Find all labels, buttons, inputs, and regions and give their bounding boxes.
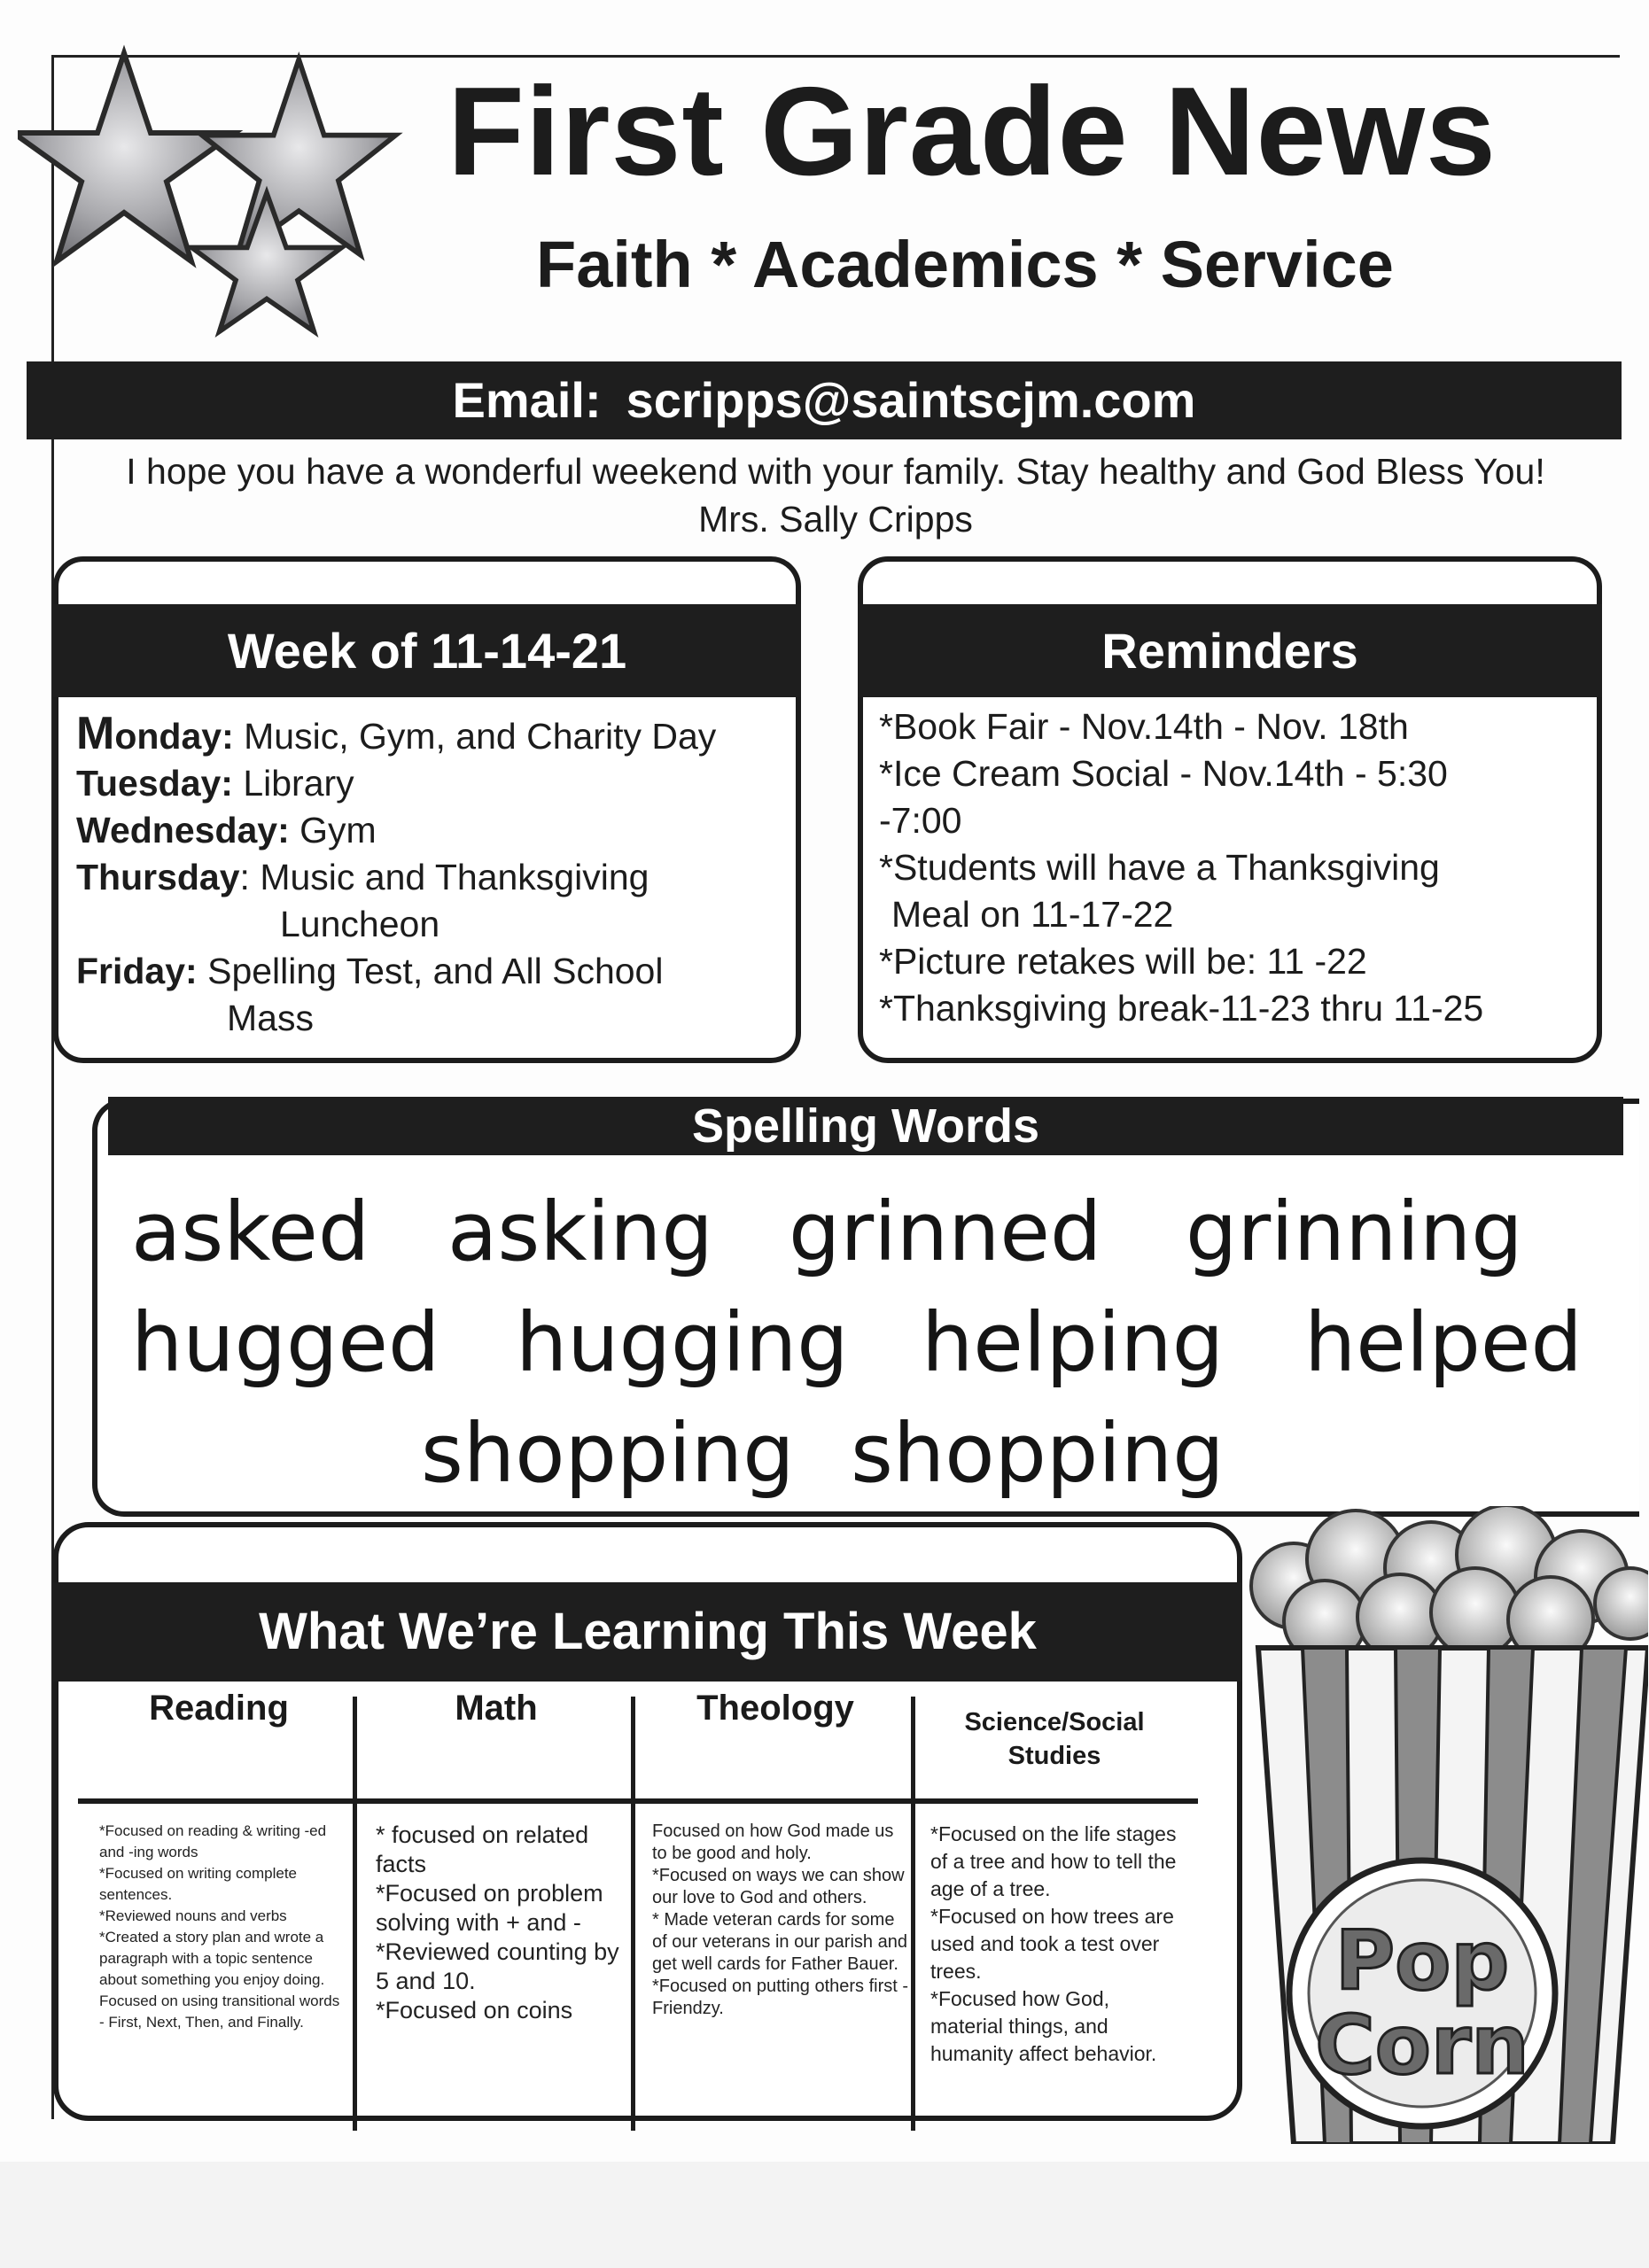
day-initial: M [76,708,115,759]
column-header-line: Science/Social [964,1708,1145,1736]
column-header-reading: Reading [149,1689,289,1728]
day-activities: Library [232,763,354,804]
note-line: *Focused on the life stages of a tree and how to tell the age of a tree. [930,1822,1177,1900]
note-line: * Made veteran cards for some of our veterans in our parish and get well cards for Father Bauer. [652,1910,907,1974]
column-header-theology: Theology [696,1689,854,1728]
reminder-line: *Thanksgiving break-11-23 thru 11-25 [879,988,1484,1029]
spelling-word: asking [447,1184,713,1279]
day-activities: Music, Gym, and Charity Day [233,716,717,757]
email-address: scripps@saintscjm.com [626,372,1196,428]
reminder-line: *Book Fair - Nov.14th - Nov. 18th [879,706,1409,747]
note-line: *Reviewed nouns and verbs [99,1907,287,1924]
spelling-heading: Spelling Words [108,1097,1623,1155]
popcorn-label-bottom: Corn [1315,1998,1529,2093]
day-activities: Gym [289,810,377,850]
reading-notes [99,1821,347,2033]
day-activities: : Music and Thanksgiving [239,857,649,897]
day-activities-continued: Mass [227,998,314,1038]
week-day-row [76,708,717,760]
week-day-row [76,854,716,901]
note-line: *Focused on coins [376,1997,573,2023]
spelling-word: asked [131,1184,370,1279]
note-line: *Focused on ways we can show our love to God and others. [652,1866,905,1907]
note-line: *Focused on writing complete sentences. [99,1865,298,1903]
spelling-word: hugged [131,1295,440,1390]
learning-heading: What We’re Learning This Week [53,1582,1242,1682]
popcorn-icon [1241,1506,1648,2144]
reminders-list [879,703,1483,1032]
day-activities-continued: Luncheon [280,904,440,944]
day-name: onday: [114,716,234,757]
spelling-word: helping [922,1295,1225,1390]
greeting [51,447,1620,543]
spelling-word: shopping [421,1406,795,1501]
reminder-line: Meal on 11-17-22 [891,894,1174,935]
week-schedule-list [76,708,717,1042]
page-subtitle: Faith * Academics * Service [536,228,1394,301]
spelling-word: helped [1304,1295,1583,1390]
theology-notes [652,1821,909,2020]
reminder-line: *Picture retakes will be: 11 -22 [879,941,1367,982]
math-notes [376,1821,633,2025]
note-line: *Focused on reading & writing -ed and -ing words [99,1822,327,1860]
reminder-line: *Ice Cream Social - Nov.14th - 5:30 [879,753,1448,794]
week-day-row [76,760,716,807]
email-bar [27,361,1622,439]
day-name: Friday: [76,951,198,991]
week-schedule-box [53,556,801,1063]
column-header-math: Math [455,1689,538,1728]
note-line: *Reviewed counting by 5 and 10. [376,1938,619,1994]
greeting-signature: Mrs. Sally Cripps [698,499,973,540]
page-title: First Grade News [447,61,1497,202]
day-name: Thursday [76,857,240,897]
day-name: Wednesday: [76,810,290,850]
scan-margin [0,2162,1649,2268]
email-label: Email: [452,372,602,428]
column-divider [911,1697,915,2131]
day-name: Tuesday: [76,763,233,804]
reminder-line: *Students will have a Thanksgiving [879,847,1440,888]
greeting-message: I hope you have a wonderful weekend with your family. Stay healthy and God Bless You! [126,451,1545,492]
note-line: Focused on how God made us to be good and holy. [652,1821,894,1863]
note-line: *Focused on problem solving with + and - [376,1880,603,1936]
spelling-word: hugging [516,1295,849,1390]
column-header-line: Studies [1007,1742,1101,1770]
reminders-heading: Reminders [858,604,1602,697]
spelling-word: grinning [1186,1184,1523,1279]
note-line: *Focused how God, material things, and humanity affect behavior. [930,1987,1157,2065]
note-line: *Created a story plan and wrote a paragraph with a topic sentence about something you enjoy doing. [99,1929,325,1988]
reminder-line: -7:00 [879,800,962,841]
spelling-word: grinned [789,1184,1102,1279]
reminders-box [858,556,1602,1063]
week-day-row [76,948,716,995]
note-line: *Focused on putting others first - Friendzy. [652,1977,909,2018]
popcorn-label-top: Pop [1334,1914,1510,2008]
note-line: *Focused on how trees are used and took a test over trees. [930,1905,1174,1983]
week-day-row [76,807,716,854]
star-icon [202,59,396,254]
day-activities: Spelling Test, and All School [197,951,664,991]
week-heading: Week of 11-14-21 [53,604,801,697]
note-line: * focused on related facts [376,1821,589,1877]
star-icon [18,53,235,261]
column-divider [353,1697,357,2131]
note-line: Focused on using transitional words - First, Next, Then, and Finally. [99,1992,340,2031]
star-icon-cluster [18,35,434,363]
spelling-word: shopping [851,1406,1225,1501]
science-social-studies-notes [930,1821,1187,2068]
column-header-rule [78,1798,1198,1804]
column-header-science-social-studies [922,1705,1187,1773]
